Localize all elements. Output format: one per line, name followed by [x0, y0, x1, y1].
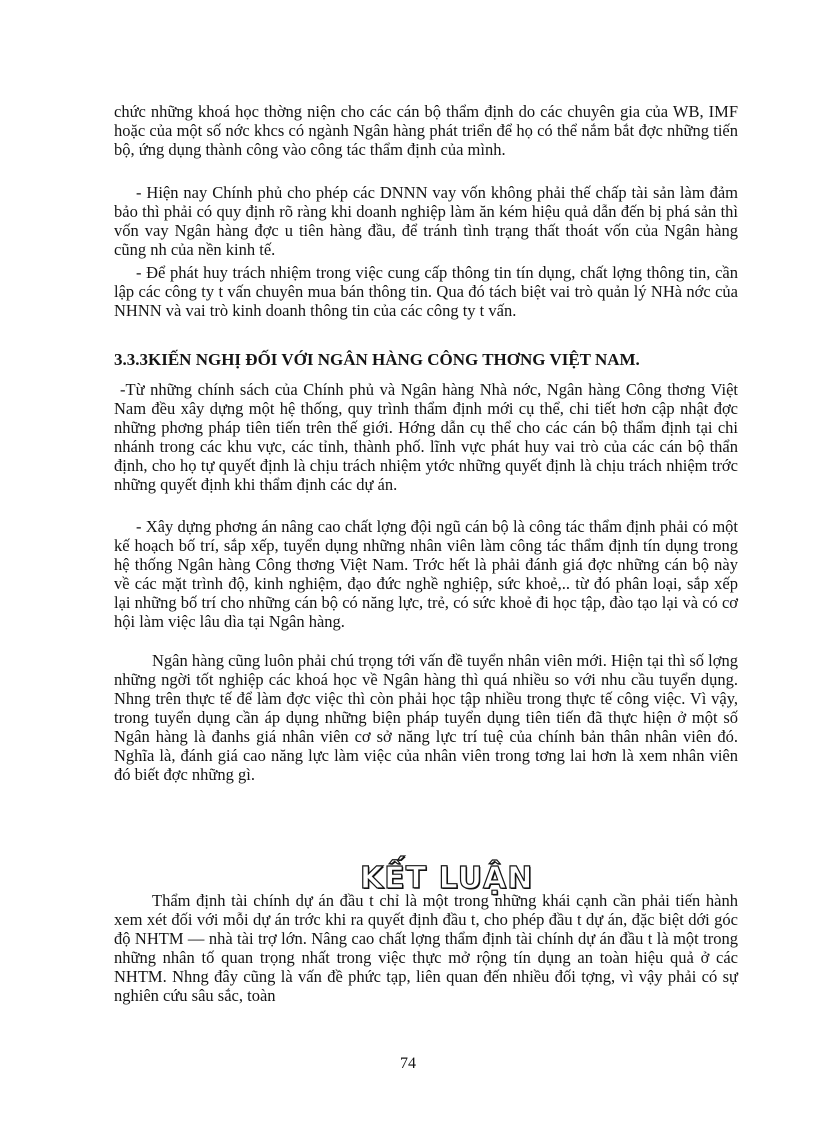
paragraph-dnnn-loans: - Hiện nay Chính phủ cho phép các DNNN vay vốn không phải thế chấp tài sản làm đảm bảo thì phải có quy định rõ ràng khi doanh nghiệp làm ăn kém hiệu quả dẫn đến bị phá sản thì vốn vay Ngân hàng đợc u tiên hàng đầu, để tránh tình trạng thất thoát vốn của Ngân hàng cũng nh của nền kinh tế. [114, 183, 738, 259]
paragraph-training: chức những khoá học thờng niện cho các cán bộ thẩm định do các chuyên gia của WB, IMF hoặc của một số nớc khcs có ngành Ngân hàng phát triển để họ có thể nắm bắt đợc những tiến bộ, ứng dụng thành công vào công tác thẩm định của mình. [114, 102, 738, 159]
paragraph-policies: -Từ những chính sách của Chính phủ và Ngân hàng Nhà nớc, Ngân hàng Công thơng Việt Nam đều xây dựng một hệ thống, quy trình thẩm định mới cụ thể, chi tiết hơn cập nhật đợc những phơng pháp tiên tiến trên thế giới. Hớng dẫn cụ thể cho các cán bộ thẩm định tại chi nhánh trong các khu vực, các tỉnh, thành phố. lĩnh vực phát huy vai trò của các cán bộ thẩn định, cho họ tự quyết định là chịu trách nhiệm ytớc những quyết định là chịu trách nhiệm trớc những quyết định khi thẩm định các dự án. [114, 380, 738, 494]
paragraph-conclusion: Thẩm định tài chính dự án đầu t chỉ là một trong những khái cạnh cần phải tiến hành xem xét đối với mỗi dự án trớc khi ra quyết định đầu t, cho phép đầu t dự án, đặc biệt dới góc độ NHTM — nhà tài trợ lớn. Nâng cao chất lợng thẩm định tài chính dự án đầu t là một trong những nhân tố quan trọng nhất trong việc thực mở rộng tín dụng an toàn hiệu quả ở các NHTM. Nhng đây cũng là vấn đề phức tạp, liên quan đến nhiều đối tợng, vì vậy phải có sự nghiên cứu sâu sắc, toàn [114, 891, 738, 1005]
paragraph-recruitment: Ngân hàng cũng luôn phải chú trọng tới vấn đề tuyển nhân viên mới. Hiện tại thì số lợng những ngời tốt nghiệp các khoá học về Ngân hàng thì quá nhiều so với nhu cầu tuyển dụng. Nhng trên thực tế để làm đợc việc thì còn phải học tập nhiều trong thực tế công việc. Vì vậy, trong tuyển dụng cần áp dụng những biện pháp tuyển dụng tiên tiến đã thực hiện ở một số Ngân hàng là đanhs giá nhân viên cơ sở năng lực trí tuệ của chính bản thân nhân viên đó. Nghĩa là, đánh giá cao năng lực làm việc của nhân viên trong tơng lai hơn là xem nhân viên đó biết đợc những gì. [114, 651, 738, 784]
paragraph-credit-info: - Để phát huy trách nhiệm trong việc cung cấp thông tin tín dụng, chất lợng thông tin, cần lập các công ty t vấn chuyên mua bán thông tin. Qua đó tách biệt vai trò quản lý NHà nớc của NHNN và vai trò kinh doanh thông tin của các công ty t vấn. [114, 263, 738, 320]
conclusion-title: KẾT LUẬN [360, 861, 534, 896]
page-number: 74 [400, 1055, 416, 1072]
section-heading: 3.3.3KIẾN NGHỊ ĐỐI VỚI NGÂN HÀNG CÔNG THƠNG VIỆT NAM. [114, 350, 640, 369]
paragraph-staff-quality: - Xây dựng phơng án nâng cao chất lợng đội ngũ cán bộ là công tác thẩm định phải có một kế hoạch bố trí, sắp xếp, tuyển dụng những nhân viên làm công tác thẩm định tín dụng trong hệ thống Ngân hàng Công thơng Việt Nam. Trớc hết là phải đánh giá đợc những cán bộ này về các mặt trình độ, kinh nghiệm, đạo đức nghề nghiệp, sức khoẻ,.. từ đó phân loại, sắp xếp lại những bố trí cho những cán bộ có năng lực, trẻ, có sức khoẻ đi học tập, đào tạo lại và có cơ hội làm việc lâu dìa tại Ngân hàng. [114, 517, 738, 631]
